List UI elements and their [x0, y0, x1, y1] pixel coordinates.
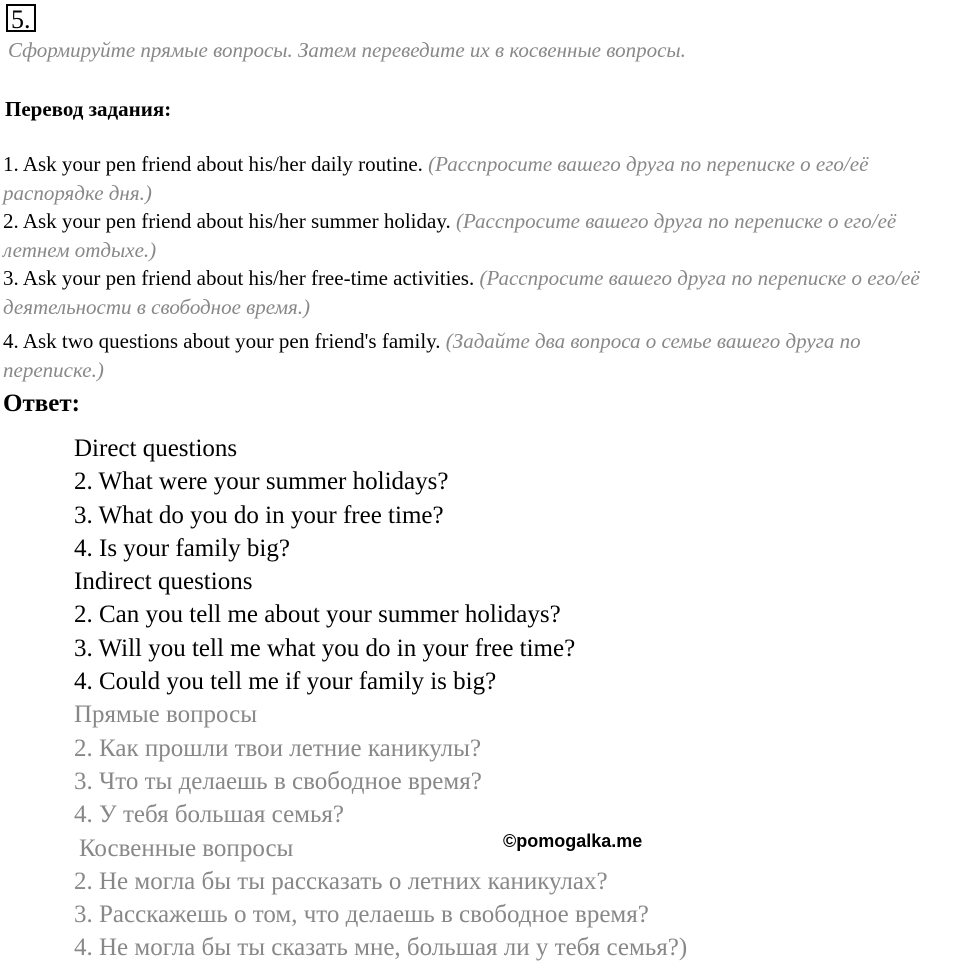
- task-item-en: 2. Ask your pen friend about his/her summer holiday.: [3, 209, 451, 233]
- task-item-4: [3, 327, 958, 384]
- indirect-questions-title: Indirect questions: [74, 568, 253, 596]
- answer-line: 2. Can you tell me about your summer holidays?: [74, 601, 561, 629]
- indirect-questions-ru-title: Косвенные вопросы: [79, 834, 294, 862]
- answer-line: 4. Is your family big?: [74, 534, 290, 562]
- answer-block: [74, 432, 954, 965]
- answer-line-ru: 3. Расскажешь о том, что делаешь в свободное время?: [74, 901, 649, 929]
- answer-line: 2. What were your summer holidays?: [74, 468, 449, 496]
- exercise-number: 5.: [6, 4, 36, 32]
- task-text: Сформируйте прямые вопросы. Затем переведите их в косвенные вопросы.: [8, 38, 686, 62]
- answer-line-ru: 2. Не могла бы ты рассказать о летних каникулах?: [74, 867, 608, 895]
- task-item-ru: (Расспросите вашего друга по переписке о его/её деятельности в свободное время.): [3, 266, 920, 319]
- answer-line: 3. What do you do in your free time?: [74, 501, 444, 529]
- direct-questions-ru-title: Прямые вопросы: [74, 701, 258, 729]
- task-item-ru: (Расспросите вашего друга по переписке о его/её летнем отдыхе.): [3, 209, 897, 262]
- answer-line-ru: 4. Не могла бы ты сказать мне, большая ли у тебя семья?): [74, 934, 688, 962]
- answer-line: 4. Could you tell me if your family is big?: [74, 668, 497, 696]
- direct-questions-title: Direct questions: [74, 435, 238, 462]
- task-item-en: 3. Ask your pen friend about his/her free-time activities.: [3, 266, 475, 290]
- task-item-1: [3, 150, 958, 207]
- translation-title: Перевод задания:: [5, 97, 172, 121]
- answer-line-ru: 2. Как прошли твои летние каникулы?: [74, 734, 482, 762]
- task-item-ru: (Задайте два вопроса о семье вашего друга по переписке.): [3, 329, 861, 382]
- answer-line-ru: 4. У тебя большая семья?: [74, 801, 344, 829]
- task-item-en: 1. Ask your pen friend about his/her daily routine.: [3, 152, 423, 176]
- answer-title: Ответ:: [3, 390, 80, 417]
- task-item-en: 4. Ask two questions about your pen friend's family.: [3, 329, 441, 353]
- task-items: [3, 150, 958, 384]
- answer-line: 3. Will you tell me what you do in your free time?: [74, 634, 576, 662]
- task-item-3: [3, 264, 958, 321]
- watermark: ©pomogalka.me: [503, 831, 643, 851]
- task-item-ru: (Расспросите вашего друга по переписке о его/её распорядке дня.): [3, 152, 869, 205]
- task-item-2: [3, 207, 958, 264]
- answer-line-ru: 3. Что ты делаешь в свободное время?: [74, 767, 482, 795]
